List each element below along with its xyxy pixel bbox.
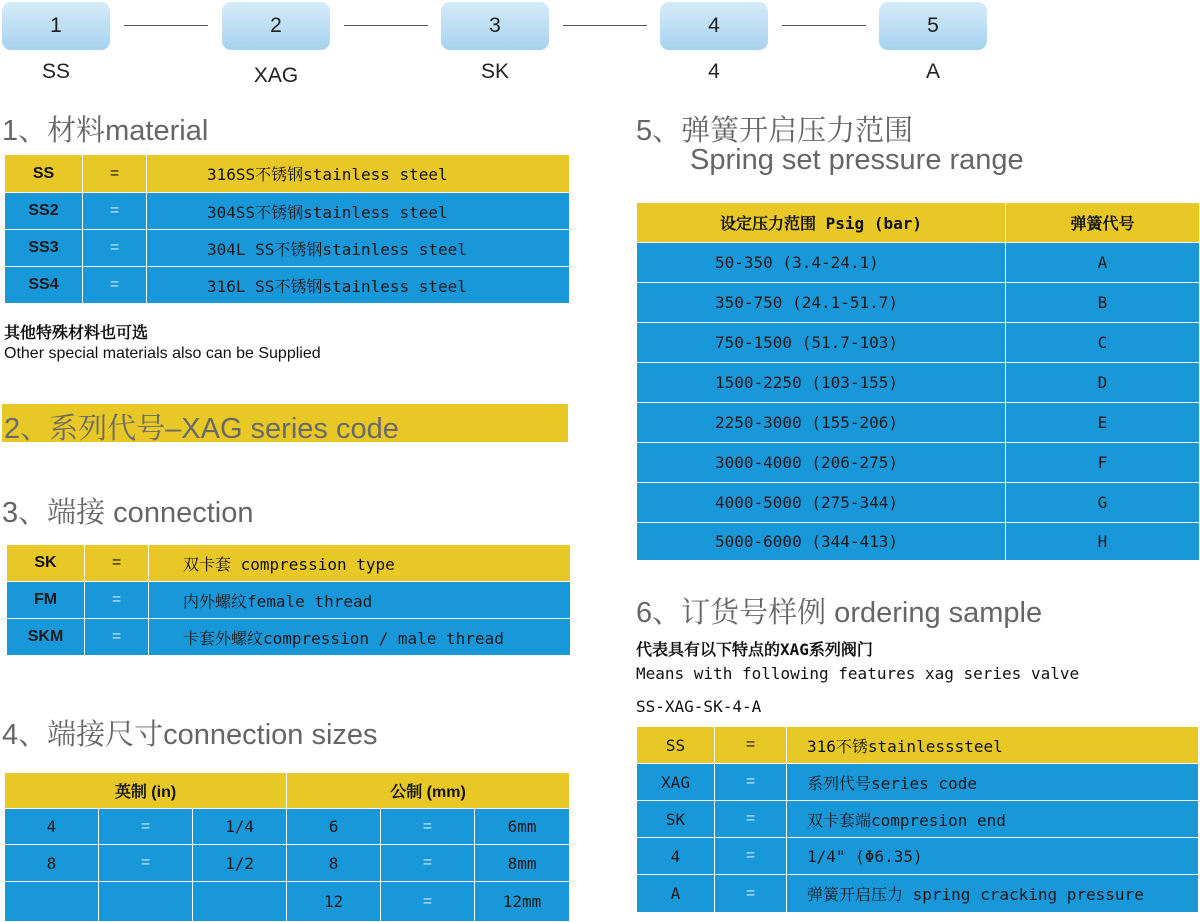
ordering-code: XAG xyxy=(637,764,715,801)
spring-code: E xyxy=(1006,403,1200,443)
ordering-desc: 系列代号series code xyxy=(787,764,1199,801)
table-row xyxy=(5,155,570,193)
equals-sign: = xyxy=(99,845,193,882)
material-desc: 316SS不锈钢stainless steel xyxy=(147,155,570,193)
metric-value: 8mm xyxy=(475,845,570,882)
equals-sign: = xyxy=(381,845,475,882)
section5-title-cn: 5、弹簧开启压力范围 xyxy=(636,115,914,147)
table-row xyxy=(7,545,571,582)
material-note-cn: 其他特殊材料也可选 xyxy=(4,325,149,342)
spring-code: B xyxy=(1006,283,1200,323)
table-row xyxy=(5,267,570,304)
equals-sign: = xyxy=(715,801,787,838)
connection-desc: 内外螺纹female thread xyxy=(149,582,571,619)
table-row xyxy=(637,875,1199,913)
pressure-range: 50-350 (3.4-24.1) xyxy=(637,243,1006,283)
pressure-range: 3000-4000 (206-275) xyxy=(637,443,1006,483)
table-row xyxy=(637,283,1200,323)
pressure-range: 2250-3000 (155-206) xyxy=(637,403,1006,443)
connector-line xyxy=(344,25,428,26)
metric-code: 6 xyxy=(287,809,381,845)
spring-code: G xyxy=(1006,483,1200,523)
imperial-code: 4 xyxy=(5,809,99,845)
section4-title: 4、端接尺寸connection sizes xyxy=(2,719,378,751)
pressure-range: 5000-6000 (344-413) xyxy=(637,523,1006,561)
connection-desc: 卡套外螺纹compression / male thread xyxy=(149,619,571,656)
spring-code: D xyxy=(1006,363,1200,403)
table-row xyxy=(5,230,570,267)
equals-sign: = xyxy=(99,809,193,845)
material-code: SS3 xyxy=(5,230,83,267)
code-label-1: SS xyxy=(41,60,70,83)
equals-sign: = xyxy=(85,619,149,656)
section5-title-en: Spring set pressure range xyxy=(690,144,1024,176)
material-desc: 316L SS不锈钢stainless steel xyxy=(147,267,570,304)
metric-value: 6mm xyxy=(475,809,570,845)
header-pressure-range: 设定压力范围 Psig (bar) xyxy=(637,203,1006,243)
section3-title: 3、端接 connection xyxy=(2,497,254,529)
ordering-desc: 双卡套端compresion end xyxy=(787,801,1199,838)
ordering-code: SS xyxy=(637,727,715,764)
metric-value: 12mm xyxy=(475,882,570,922)
imperial-value: 1/4 xyxy=(193,809,287,845)
header-metric: 公制 (mm) xyxy=(287,773,570,809)
ordering-code: SK xyxy=(637,801,715,838)
equals-sign: = xyxy=(381,809,475,845)
imperial-value xyxy=(193,882,287,922)
table-row xyxy=(637,523,1200,561)
pressure-range: 1500-2250 (103-155) xyxy=(637,363,1006,403)
material-desc: 304L SS不锈钢stainless steel xyxy=(147,230,570,267)
material-note-en: Other special materials also can be Supplied xyxy=(4,345,321,362)
table-row xyxy=(5,845,570,882)
code-label-5: A xyxy=(925,60,940,83)
equals-sign: = xyxy=(715,875,787,913)
section2-title: 2、系列代号–XAG series code xyxy=(4,413,399,445)
table-row xyxy=(637,764,1199,801)
table-row xyxy=(5,193,570,230)
pressure-range: 350-750 (24.1-51.7) xyxy=(637,283,1006,323)
table-header-row xyxy=(5,773,570,809)
metric-code: 12 xyxy=(287,882,381,922)
spring-code: H xyxy=(1006,523,1200,561)
connector-line xyxy=(563,25,647,26)
material-code: SS2 xyxy=(5,193,83,230)
spring-code: C xyxy=(1006,323,1200,363)
material-table xyxy=(4,154,570,304)
connector-line xyxy=(124,25,208,26)
header-imperial: 英制 (in) xyxy=(5,773,287,809)
pressure-range: 4000-5000 (275-344) xyxy=(637,483,1006,523)
ordering-desc: 316不锈stainlesssteel xyxy=(787,727,1199,764)
header-spring-code: 弹簧代号 xyxy=(1006,203,1200,243)
pressure-range: 750-1500 (51.7-103) xyxy=(637,323,1006,363)
code-box-1: 1 xyxy=(2,2,110,50)
material-code: SS4 xyxy=(5,267,83,304)
table-row xyxy=(637,323,1200,363)
code-box-3: 3 xyxy=(441,2,549,50)
equals-sign: = xyxy=(83,155,147,193)
spring-pressure-table xyxy=(636,202,1200,561)
connection-code: SKM xyxy=(7,619,85,656)
imperial-code xyxy=(5,882,99,922)
ordering-sample-code: SS-XAG-SK-4-A xyxy=(636,697,762,716)
equals-sign: = xyxy=(83,230,147,267)
table-row xyxy=(637,443,1200,483)
connection-code: SK xyxy=(7,545,85,582)
connector-line xyxy=(782,25,866,26)
table-row xyxy=(637,801,1199,838)
equals-sign: = xyxy=(715,764,787,801)
table-row xyxy=(637,838,1199,875)
table-row xyxy=(7,582,571,619)
table-row xyxy=(5,882,570,922)
equals-sign: = xyxy=(85,545,149,582)
ordering-desc: 1/4" (Φ6.35) xyxy=(787,838,1199,875)
equals-sign: = xyxy=(83,267,147,304)
table-row xyxy=(7,619,571,656)
spring-code: F xyxy=(1006,443,1200,483)
section1-title: 1、材料material xyxy=(2,115,209,147)
code-label-2: XAG xyxy=(253,64,299,87)
ordering-line-cn: 代表具有以下特点的XAG系列阀门 xyxy=(636,640,873,659)
connection-desc: 双卡套 compression type xyxy=(149,545,571,582)
table-row xyxy=(637,483,1200,523)
material-desc: 304SS不锈钢stainless steel xyxy=(147,193,570,230)
connection-sizes-table xyxy=(4,772,570,922)
code-box-2: 2 xyxy=(222,2,330,50)
equals-sign: = xyxy=(85,582,149,619)
table-row xyxy=(637,363,1200,403)
spring-code: A xyxy=(1006,243,1200,283)
ordering-desc: 弹簧开启压力 spring cracking pressure xyxy=(787,875,1199,913)
equals-sign: = xyxy=(715,727,787,764)
equals-sign: = xyxy=(83,193,147,230)
equals-sign xyxy=(99,882,193,922)
metric-code: 8 xyxy=(287,845,381,882)
imperial-value: 1/2 xyxy=(193,845,287,882)
connection-code: FM xyxy=(7,582,85,619)
table-row xyxy=(637,403,1200,443)
ordering-sample-table xyxy=(636,726,1199,913)
imperial-code: 8 xyxy=(5,845,99,882)
ordering-code: 4 xyxy=(637,838,715,875)
table-row xyxy=(5,809,570,845)
material-code: SS xyxy=(5,155,83,193)
ordering-code: A xyxy=(637,875,715,913)
code-label-3: SK xyxy=(480,60,509,83)
section6-title: 6、订货号样例 ordering sample xyxy=(636,597,1043,629)
connection-table xyxy=(6,544,571,656)
table-row xyxy=(637,243,1200,283)
equals-sign: = xyxy=(715,838,787,875)
code-label-4: 4 xyxy=(708,60,720,83)
code-box-5: 5 xyxy=(879,2,987,50)
equals-sign: = xyxy=(381,882,475,922)
ordering-line-en: Means with following features xag series valve xyxy=(636,664,1080,683)
table-header-row xyxy=(637,203,1200,243)
table-row xyxy=(637,727,1199,764)
code-box-4: 4 xyxy=(660,2,768,50)
